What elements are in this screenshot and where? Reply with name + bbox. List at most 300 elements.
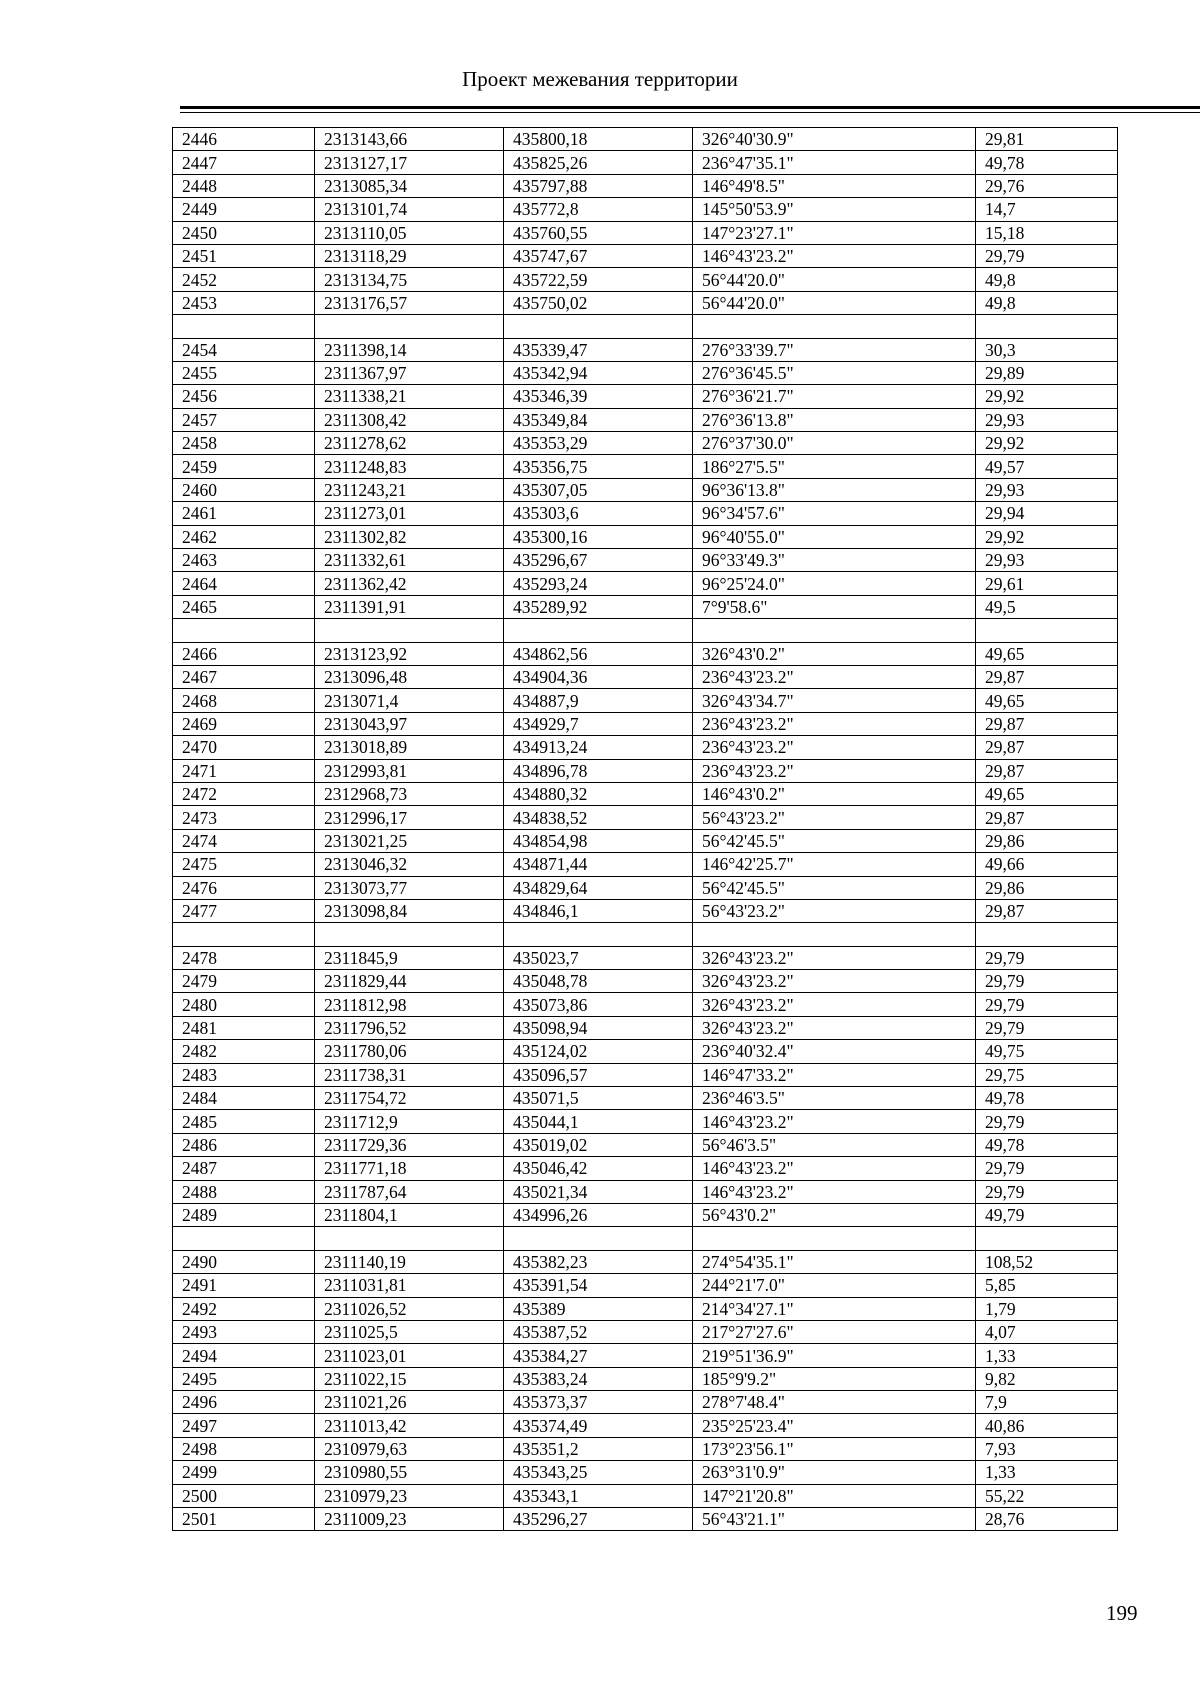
y-coordinate-cell: 435023,7: [504, 946, 693, 969]
empty-cell: [976, 923, 1118, 946]
table-row: [173, 1180, 1118, 1203]
x-coordinate-cell: 2311025,5: [315, 1320, 504, 1343]
x-coordinate-cell: 2311302,82: [315, 525, 504, 548]
x-coordinate-cell: 2313143,66: [315, 128, 504, 151]
distance-cell: 1,33: [976, 1461, 1118, 1484]
y-coordinate-cell: 435021,34: [504, 1180, 693, 1203]
point-number-cell: 2446: [173, 128, 315, 151]
point-number-cell: 2447: [173, 151, 315, 174]
point-number-cell: 2499: [173, 1461, 315, 1484]
point-number-cell: 2498: [173, 1437, 315, 1460]
y-coordinate-cell: 434996,26: [504, 1203, 693, 1226]
distance-cell: 49,8: [976, 291, 1118, 314]
empty-cell: [976, 1227, 1118, 1250]
direction-angle-cell: 276°37'30.0": [693, 432, 976, 455]
direction-angle-cell: 274°54'35.1": [693, 1250, 976, 1273]
direction-angle-cell: 146°43'23.2": [693, 1157, 976, 1180]
y-coordinate-cell: 435772,8: [504, 198, 693, 221]
x-coordinate-cell: 2312993,81: [315, 759, 504, 782]
direction-angle-cell: 56°43'0.2": [693, 1203, 976, 1226]
distance-cell: 49,65: [976, 642, 1118, 665]
x-coordinate-cell: 2311729,36: [315, 1133, 504, 1156]
direction-angle-cell: 219°51'36.9": [693, 1344, 976, 1367]
point-number-cell: 2487: [173, 1157, 315, 1180]
empty-cell: [504, 923, 693, 946]
distance-cell: 5,85: [976, 1274, 1118, 1297]
point-number-cell: 2460: [173, 478, 315, 501]
x-coordinate-cell: 2311754,72: [315, 1087, 504, 1110]
table-row: [173, 455, 1118, 478]
direction-angle-cell: 56°43'21.1": [693, 1508, 976, 1531]
direction-angle-cell: 7°9'58.6": [693, 595, 976, 618]
table-row: [173, 361, 1118, 384]
y-coordinate-cell: 434887,9: [504, 689, 693, 712]
table-row: [173, 899, 1118, 922]
distance-cell: 40,86: [976, 1414, 1118, 1437]
direction-angle-cell: 56°42'45.5": [693, 829, 976, 852]
distance-cell: 29,61: [976, 572, 1118, 595]
y-coordinate-cell: 435289,92: [504, 595, 693, 618]
distance-cell: 49,75: [976, 1040, 1118, 1063]
y-coordinate-cell: 435750,02: [504, 291, 693, 314]
table-row: [173, 198, 1118, 221]
distance-cell: 49,78: [976, 1087, 1118, 1110]
distance-cell: 1,33: [976, 1344, 1118, 1367]
y-coordinate-cell: 434829,64: [504, 876, 693, 899]
table-row: [173, 338, 1118, 361]
point-number-cell: 2467: [173, 665, 315, 688]
direction-angle-cell: 56°44'20.0": [693, 291, 976, 314]
y-coordinate-cell: 435048,78: [504, 970, 693, 993]
direction-angle-cell: 263°31'0.9": [693, 1461, 976, 1484]
x-coordinate-cell: 2313018,89: [315, 736, 504, 759]
point-number-cell: 2470: [173, 736, 315, 759]
direction-angle-cell: 147°21'20.8": [693, 1484, 976, 1507]
y-coordinate-cell: 435797,88: [504, 174, 693, 197]
distance-cell: 29,79: [976, 993, 1118, 1016]
direction-angle-cell: 326°43'23.2": [693, 993, 976, 1016]
x-coordinate-cell: 2313096,48: [315, 665, 504, 688]
direction-angle-cell: 146°43'23.2": [693, 1180, 976, 1203]
y-coordinate-cell: 435351,2: [504, 1437, 693, 1460]
table-row: [173, 1157, 1118, 1180]
distance-cell: 29,87: [976, 899, 1118, 922]
y-coordinate-cell: 435098,94: [504, 1016, 693, 1039]
y-coordinate-cell: 434854,98: [504, 829, 693, 852]
table-row: [173, 525, 1118, 548]
direction-angle-cell: 326°40'30.9": [693, 128, 976, 151]
table-row: [173, 174, 1118, 197]
direction-angle-cell: 326°43'23.2": [693, 946, 976, 969]
table-row: [173, 946, 1118, 969]
direction-angle-cell: 56°42'45.5": [693, 876, 976, 899]
table-row: [173, 1110, 1118, 1133]
x-coordinate-cell: 2311738,31: [315, 1063, 504, 1086]
distance-cell: 29,92: [976, 525, 1118, 548]
point-number-cell: 2450: [173, 221, 315, 244]
distance-cell: 29,79: [976, 1016, 1118, 1039]
point-number-cell: 2496: [173, 1391, 315, 1414]
point-number-cell: 2449: [173, 198, 315, 221]
direction-angle-cell: 244°21'7.0": [693, 1274, 976, 1297]
table-row: [173, 595, 1118, 618]
x-coordinate-cell: 2311023,01: [315, 1344, 504, 1367]
y-coordinate-cell: 435339,47: [504, 338, 693, 361]
empty-cell: [315, 619, 504, 642]
point-number-cell: 2500: [173, 1484, 315, 1507]
x-coordinate-cell: 2311021,26: [315, 1391, 504, 1414]
y-coordinate-cell: 435046,42: [504, 1157, 693, 1180]
page-header-title: Проект межевания территории: [462, 67, 738, 91]
distance-cell: 30,3: [976, 338, 1118, 361]
y-coordinate-cell: 435391,54: [504, 1274, 693, 1297]
x-coordinate-cell: 2311009,23: [315, 1508, 504, 1531]
table-row: [173, 385, 1118, 408]
table-row: [173, 151, 1118, 174]
distance-cell: 29,79: [976, 244, 1118, 267]
point-number-cell: 2457: [173, 408, 315, 431]
point-number-cell: 2478: [173, 946, 315, 969]
table-row: [173, 1461, 1118, 1484]
x-coordinate-cell: 2313073,77: [315, 876, 504, 899]
distance-cell: 29,92: [976, 385, 1118, 408]
x-coordinate-cell: 2312968,73: [315, 782, 504, 805]
table-row: [173, 759, 1118, 782]
table-row: [173, 502, 1118, 525]
x-coordinate-cell: 2311273,01: [315, 502, 504, 525]
distance-cell: 29,76: [976, 174, 1118, 197]
table-row: [173, 782, 1118, 805]
distance-cell: 49,8: [976, 268, 1118, 291]
table-row: [173, 1133, 1118, 1156]
direction-angle-cell: 173°23'56.1": [693, 1437, 976, 1460]
y-coordinate-cell: 435073,86: [504, 993, 693, 1016]
direction-angle-cell: 56°43'23.2": [693, 806, 976, 829]
table-row: [173, 1344, 1118, 1367]
header-rule-thin: [180, 112, 1200, 113]
direction-angle-cell: 56°44'20.0": [693, 268, 976, 291]
table-row: [173, 268, 1118, 291]
table-row: [173, 665, 1118, 688]
direction-angle-cell: 276°36'21.7": [693, 385, 976, 408]
table-row: [173, 1320, 1118, 1343]
distance-cell: 49,78: [976, 151, 1118, 174]
x-coordinate-cell: 2311243,21: [315, 478, 504, 501]
y-coordinate-cell: 435342,94: [504, 361, 693, 384]
table-row: [173, 1250, 1118, 1273]
table-row: [173, 1016, 1118, 1039]
y-coordinate-cell: 434846,1: [504, 899, 693, 922]
empty-cell: [173, 315, 315, 338]
y-coordinate-cell: 435293,24: [504, 572, 693, 595]
y-coordinate-cell: 435044,1: [504, 1110, 693, 1133]
group-separator-row: [173, 1227, 1118, 1250]
point-number-cell: 2486: [173, 1133, 315, 1156]
distance-cell: 28,76: [976, 1508, 1118, 1531]
x-coordinate-cell: 2311787,64: [315, 1180, 504, 1203]
direction-angle-cell: 214°34'27.1": [693, 1297, 976, 1320]
empty-cell: [315, 315, 504, 338]
y-coordinate-cell: 435387,52: [504, 1320, 693, 1343]
direction-angle-cell: 146°43'23.2": [693, 1110, 976, 1133]
direction-angle-cell: 236°40'32.4": [693, 1040, 976, 1063]
x-coordinate-cell: 2313021,25: [315, 829, 504, 852]
group-separator-row: [173, 619, 1118, 642]
y-coordinate-cell: 434896,78: [504, 759, 693, 782]
y-coordinate-cell: 435343,25: [504, 1461, 693, 1484]
direction-angle-cell: 56°43'23.2": [693, 899, 976, 922]
point-number-cell: 2466: [173, 642, 315, 665]
point-number-cell: 2494: [173, 1344, 315, 1367]
y-coordinate-cell: 435373,37: [504, 1391, 693, 1414]
table-row: [173, 408, 1118, 431]
direction-angle-cell: 276°33'39.7": [693, 338, 976, 361]
point-number-cell: 2463: [173, 549, 315, 572]
table-row: [173, 1508, 1118, 1531]
point-number-cell: 2452: [173, 268, 315, 291]
distance-cell: 29,93: [976, 408, 1118, 431]
point-number-cell: 2472: [173, 782, 315, 805]
table-row: [173, 853, 1118, 876]
table-row: [173, 1367, 1118, 1390]
y-coordinate-cell: 435096,57: [504, 1063, 693, 1086]
point-number-cell: 2453: [173, 291, 315, 314]
y-coordinate-cell: 435356,75: [504, 455, 693, 478]
x-coordinate-cell: 2311712,9: [315, 1110, 504, 1133]
empty-cell: [693, 1227, 976, 1250]
direction-angle-cell: 186°27'5.5": [693, 455, 976, 478]
y-coordinate-cell: 435374,49: [504, 1414, 693, 1437]
y-coordinate-cell: 435343,1: [504, 1484, 693, 1507]
direction-angle-cell: 326°43'23.2": [693, 1016, 976, 1039]
table-row: [173, 1391, 1118, 1414]
distance-cell: 29,92: [976, 432, 1118, 455]
x-coordinate-cell: 2313101,74: [315, 198, 504, 221]
direction-angle-cell: 147°23'27.1": [693, 221, 976, 244]
point-number-cell: 2479: [173, 970, 315, 993]
page-number: 199: [1106, 1601, 1138, 1625]
direction-angle-cell: 146°42'25.7": [693, 853, 976, 876]
y-coordinate-cell: 435300,16: [504, 525, 693, 548]
direction-angle-cell: 236°47'35.1": [693, 151, 976, 174]
x-coordinate-cell: 2311362,42: [315, 572, 504, 595]
distance-cell: 29,79: [976, 970, 1118, 993]
distance-cell: 29,79: [976, 1180, 1118, 1203]
y-coordinate-cell: 434929,7: [504, 712, 693, 735]
x-coordinate-cell: 2313110,05: [315, 221, 504, 244]
x-coordinate-cell: 2311367,97: [315, 361, 504, 384]
group-separator-row: [173, 923, 1118, 946]
empty-cell: [173, 1227, 315, 1250]
distance-cell: 14,7: [976, 198, 1118, 221]
table-row: [173, 221, 1118, 244]
x-coordinate-cell: 2313123,92: [315, 642, 504, 665]
point-number-cell: 2483: [173, 1063, 315, 1086]
empty-cell: [976, 315, 1118, 338]
y-coordinate-cell: 435296,27: [504, 1508, 693, 1531]
direction-angle-cell: 276°36'13.8": [693, 408, 976, 431]
x-coordinate-cell: 2310980,55: [315, 1461, 504, 1484]
distance-cell: 49,66: [976, 853, 1118, 876]
empty-cell: [173, 923, 315, 946]
point-number-cell: 2464: [173, 572, 315, 595]
header-rule-thick: [180, 106, 1200, 109]
direction-angle-cell: 185°9'9.2": [693, 1367, 976, 1390]
direction-angle-cell: 146°49'8.5": [693, 174, 976, 197]
y-coordinate-cell: 434871,44: [504, 853, 693, 876]
point-number-cell: 2490: [173, 1250, 315, 1273]
direction-angle-cell: 236°43'23.2": [693, 712, 976, 735]
point-number-cell: 2474: [173, 829, 315, 852]
direction-angle-cell: 96°33'49.3": [693, 549, 976, 572]
y-coordinate-cell: 435800,18: [504, 128, 693, 151]
distance-cell: 7,93: [976, 1437, 1118, 1460]
y-coordinate-cell: 434838,52: [504, 806, 693, 829]
y-coordinate-cell: 434880,32: [504, 782, 693, 805]
x-coordinate-cell: 2311031,81: [315, 1274, 504, 1297]
table-row: [173, 876, 1118, 899]
table-row: [173, 829, 1118, 852]
y-coordinate-cell: 434913,24: [504, 736, 693, 759]
table-row: [173, 244, 1118, 267]
direction-angle-cell: 326°43'0.2": [693, 642, 976, 665]
empty-cell: [504, 1227, 693, 1250]
y-coordinate-cell: 434904,36: [504, 665, 693, 688]
x-coordinate-cell: 2311308,42: [315, 408, 504, 431]
point-number-cell: 2462: [173, 525, 315, 548]
point-number-cell: 2482: [173, 1040, 315, 1063]
x-coordinate-cell: 2311804,1: [315, 1203, 504, 1226]
y-coordinate-cell: 435349,84: [504, 408, 693, 431]
direction-angle-cell: 236°43'23.2": [693, 736, 976, 759]
point-number-cell: 2491: [173, 1274, 315, 1297]
group-separator-row: [173, 315, 1118, 338]
x-coordinate-cell: 2313098,84: [315, 899, 504, 922]
table-row: [173, 1414, 1118, 1437]
x-coordinate-cell: 2311391,91: [315, 595, 504, 618]
distance-cell: 29,86: [976, 829, 1118, 852]
x-coordinate-cell: 2311771,18: [315, 1157, 504, 1180]
empty-cell: [504, 315, 693, 338]
direction-angle-cell: 96°34'57.6": [693, 502, 976, 525]
direction-angle-cell: 146°47'33.2": [693, 1063, 976, 1086]
point-number-cell: 2458: [173, 432, 315, 455]
table-row: [173, 970, 1118, 993]
x-coordinate-cell: 2313118,29: [315, 244, 504, 267]
distance-cell: 29,93: [976, 549, 1118, 572]
x-coordinate-cell: 2313127,17: [315, 151, 504, 174]
x-coordinate-cell: 2311845,9: [315, 946, 504, 969]
y-coordinate-cell: 435346,39: [504, 385, 693, 408]
distance-cell: 49,65: [976, 782, 1118, 805]
distance-cell: 108,52: [976, 1250, 1118, 1273]
empty-cell: [315, 923, 504, 946]
point-number-cell: 2501: [173, 1508, 315, 1531]
y-coordinate-cell: 435296,67: [504, 549, 693, 572]
y-coordinate-cell: 435124,02: [504, 1040, 693, 1063]
coordinates-table: [172, 127, 1118, 1531]
x-coordinate-cell: 2313085,34: [315, 174, 504, 197]
x-coordinate-cell: 2310979,63: [315, 1437, 504, 1460]
y-coordinate-cell: 435307,05: [504, 478, 693, 501]
x-coordinate-cell: 2311013,42: [315, 1414, 504, 1437]
y-coordinate-cell: 435389: [504, 1297, 693, 1320]
point-number-cell: 2469: [173, 712, 315, 735]
direction-angle-cell: 146°43'23.2": [693, 244, 976, 267]
direction-angle-cell: 236°43'23.2": [693, 665, 976, 688]
x-coordinate-cell: 2313043,97: [315, 712, 504, 735]
empty-cell: [173, 619, 315, 642]
empty-cell: [315, 1227, 504, 1250]
direction-angle-cell: 96°25'24.0": [693, 572, 976, 595]
point-number-cell: 2497: [173, 1414, 315, 1437]
empty-cell: [693, 315, 976, 338]
empty-cell: [693, 923, 976, 946]
table-row: [173, 689, 1118, 712]
distance-cell: 49,79: [976, 1203, 1118, 1226]
table-row: [173, 549, 1118, 572]
point-number-cell: 2456: [173, 385, 315, 408]
x-coordinate-cell: 2311248,83: [315, 455, 504, 478]
y-coordinate-cell: 434862,56: [504, 642, 693, 665]
direction-angle-cell: 146°43'0.2": [693, 782, 976, 805]
x-coordinate-cell: 2313134,75: [315, 268, 504, 291]
table-row: [173, 1484, 1118, 1507]
y-coordinate-cell: 435383,24: [504, 1367, 693, 1390]
x-coordinate-cell: 2311796,52: [315, 1016, 504, 1039]
x-coordinate-cell: 2311829,44: [315, 970, 504, 993]
point-number-cell: 2480: [173, 993, 315, 1016]
point-number-cell: 2471: [173, 759, 315, 782]
x-coordinate-cell: 2311338,21: [315, 385, 504, 408]
direction-angle-cell: 326°43'23.2": [693, 970, 976, 993]
table-row: [173, 1063, 1118, 1086]
x-coordinate-cell: 2310979,23: [315, 1484, 504, 1507]
distance-cell: 49,78: [976, 1133, 1118, 1156]
distance-cell: 15,18: [976, 221, 1118, 244]
distance-cell: 7,9: [976, 1391, 1118, 1414]
y-coordinate-cell: 435825,26: [504, 151, 693, 174]
direction-angle-cell: 235°25'23.4": [693, 1414, 976, 1437]
table-row: [173, 128, 1118, 151]
distance-cell: 29,93: [976, 478, 1118, 501]
y-coordinate-cell: 435382,23: [504, 1250, 693, 1273]
direction-angle-cell: 96°40'55.0": [693, 525, 976, 548]
distance-cell: 29,87: [976, 806, 1118, 829]
distance-cell: 1,79: [976, 1297, 1118, 1320]
y-coordinate-cell: 435384,27: [504, 1344, 693, 1367]
x-coordinate-cell: 2311140,19: [315, 1250, 504, 1273]
table-row: [173, 1040, 1118, 1063]
point-number-cell: 2492: [173, 1297, 315, 1320]
point-number-cell: 2476: [173, 876, 315, 899]
point-number-cell: 2488: [173, 1180, 315, 1203]
table-row: [173, 712, 1118, 735]
distance-cell: 29,81: [976, 128, 1118, 151]
x-coordinate-cell: 2311332,61: [315, 549, 504, 572]
table-row: [173, 1297, 1118, 1320]
direction-angle-cell: 236°46'3.5": [693, 1087, 976, 1110]
distance-cell: 29,87: [976, 759, 1118, 782]
point-number-cell: 2493: [173, 1320, 315, 1343]
table-row: [173, 432, 1118, 455]
point-number-cell: 2484: [173, 1087, 315, 1110]
point-number-cell: 2481: [173, 1016, 315, 1039]
distance-cell: 29,79: [976, 1110, 1118, 1133]
direction-angle-cell: 236°43'23.2": [693, 759, 976, 782]
table-row: [173, 1274, 1118, 1297]
distance-cell: 29,86: [976, 876, 1118, 899]
